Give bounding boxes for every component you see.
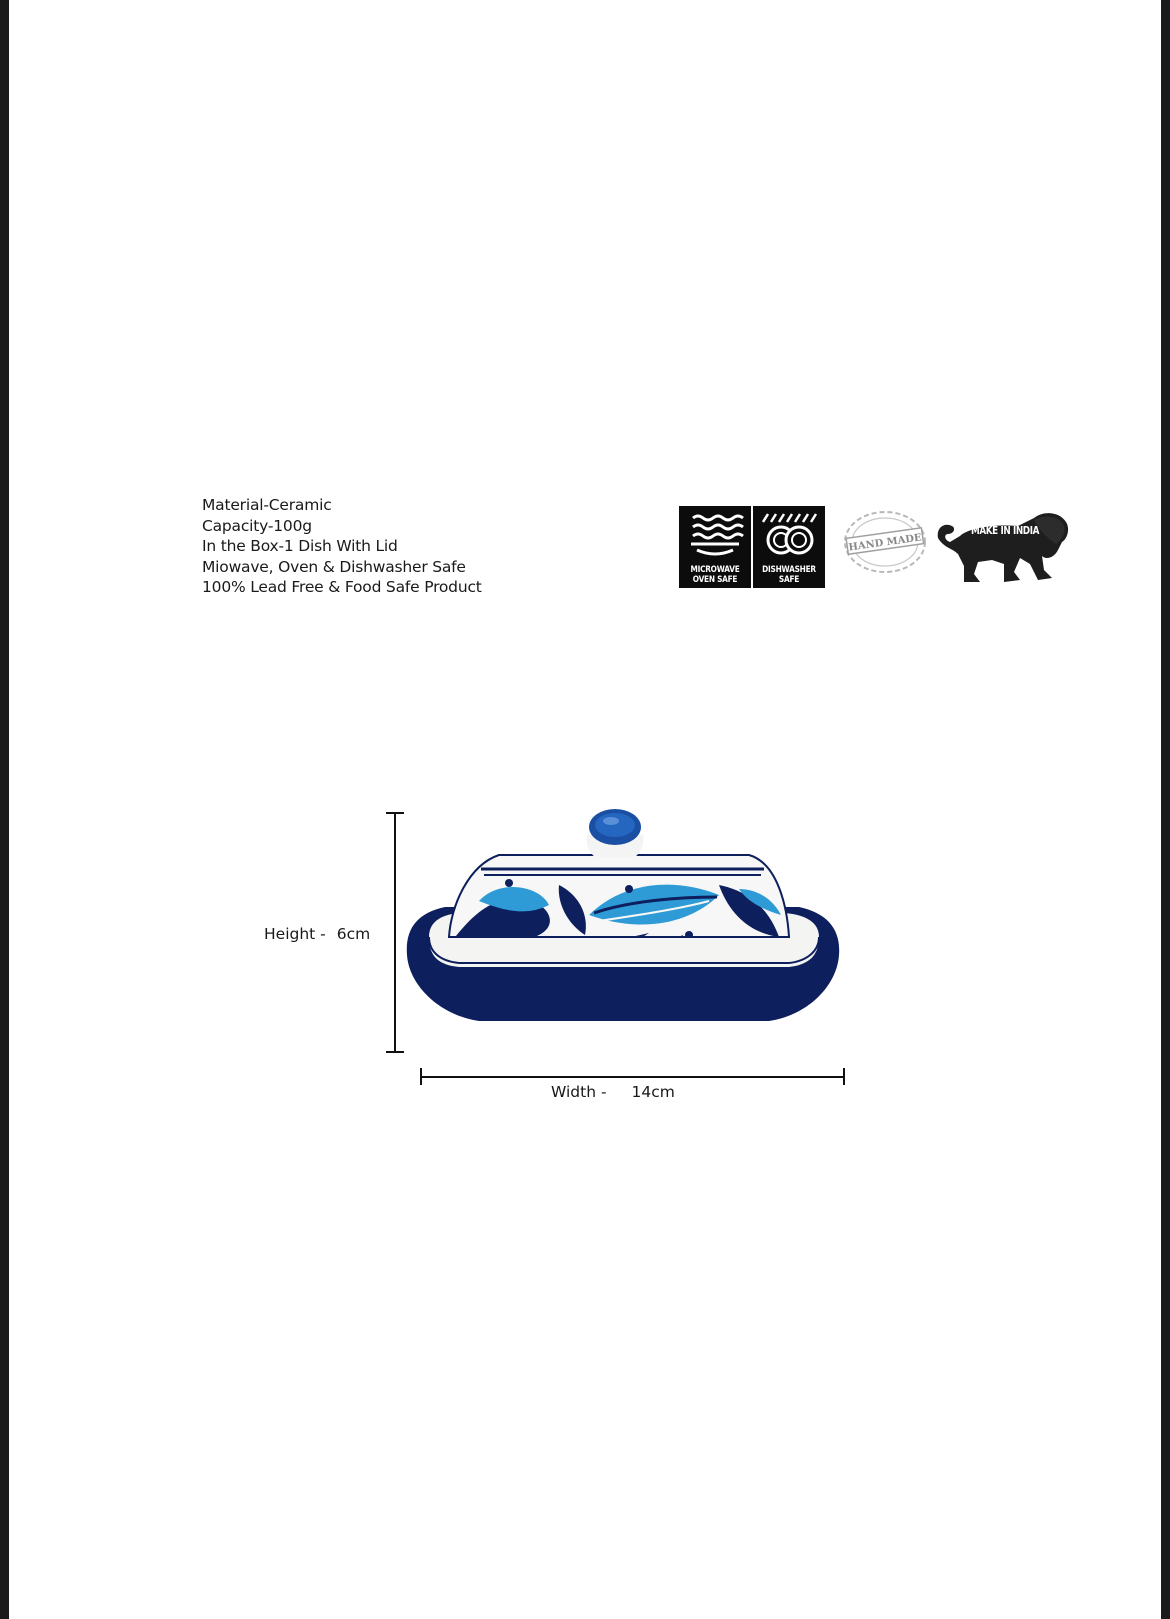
dishwasher-label-line1: DISHWASHER bbox=[762, 565, 816, 575]
microwave-label-line1: MICROWAVE bbox=[690, 565, 740, 575]
dishwasher-plates-icon bbox=[753, 506, 825, 564]
dishwasher-badge-label bbox=[759, 565, 818, 585]
spec-safe-use: Miowave, Oven & Dishwasher Safe bbox=[202, 557, 466, 576]
width-label-text: Width - bbox=[551, 1083, 607, 1101]
dishwasher-safe-badge bbox=[753, 506, 825, 588]
spec-in-the-box: In the Box-1 Dish With Lid bbox=[202, 537, 398, 556]
height-label-text: Height - bbox=[264, 925, 326, 943]
lion-icon bbox=[934, 498, 1074, 588]
microwave-label-line2: OVEN SAFE bbox=[692, 575, 738, 585]
make-in-india-text: MAKE IN INDIA bbox=[971, 524, 1039, 537]
butter-dish-image bbox=[389, 805, 859, 1035]
spec-lead-free: 100% Lead Free & Food Safe Product bbox=[202, 578, 482, 597]
width-dimension-cap-right bbox=[843, 1068, 845, 1085]
spec-capacity: Capacity-100g bbox=[202, 516, 312, 535]
width-dimension-line bbox=[420, 1076, 845, 1078]
dishwasher-label-line2: SAFE bbox=[778, 575, 800, 585]
product-sheet bbox=[9, 0, 1161, 1619]
product-specs bbox=[202, 495, 482, 598]
microwave-badge-label bbox=[685, 565, 744, 585]
height-label bbox=[264, 925, 370, 943]
hand-made-stamp-icon bbox=[839, 502, 931, 582]
spec-material: Material-Ceramic bbox=[202, 496, 332, 514]
height-value: 6cm bbox=[336, 925, 371, 943]
microwave-oven-safe-badge bbox=[679, 506, 751, 588]
microwave-waves-icon bbox=[679, 506, 751, 564]
height-dimension-cap-bottom bbox=[386, 1051, 404, 1053]
certification-badges bbox=[679, 502, 1079, 592]
hand-made-text: HAND MADE bbox=[847, 532, 923, 554]
width-value: 14cm bbox=[631, 1083, 675, 1101]
width-label bbox=[551, 1083, 675, 1101]
